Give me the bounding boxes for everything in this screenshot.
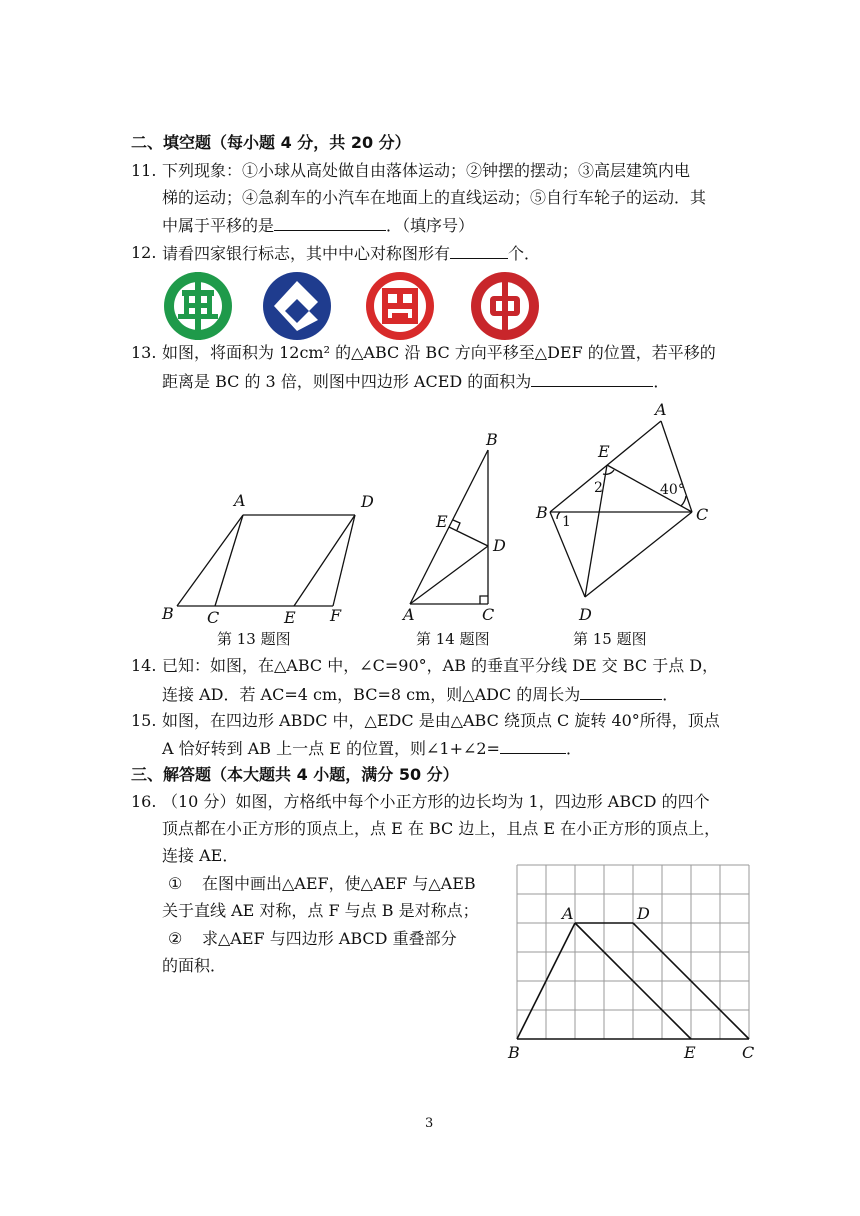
fig13-label-D: D bbox=[361, 492, 374, 511]
q13-line2-tail: ． bbox=[653, 372, 670, 391]
q15-line1: 如图，在四边形 ABDC 中，△EDC 是由△ABC 绕顶点 C 旋转 40°所得，顶点 bbox=[162, 711, 720, 730]
q12-number: 12. bbox=[131, 243, 157, 262]
q16-part1-mark: ① bbox=[168, 874, 183, 893]
fig15-angle-40-label: 40° bbox=[660, 482, 685, 498]
fig15-angle-2-label: 2 bbox=[594, 480, 603, 496]
q14-line2-tail: ． bbox=[662, 685, 679, 704]
q16-line1: （10 分）如图，方格纸中每个小正方形的边长均为 1，四边形 ABCD 的四个 bbox=[162, 792, 710, 811]
q16-number: 16. bbox=[131, 792, 157, 811]
fig13-line-ED bbox=[294, 515, 355, 606]
fig16-label-E: E bbox=[684, 1043, 696, 1062]
fig13-line-CA bbox=[215, 515, 243, 606]
q16-part1-line2: 关于直线 AE 对称，点 F 与点 B 是对称点； bbox=[162, 901, 479, 920]
q11-number: 11. bbox=[131, 161, 157, 180]
fig14-right-angle-C bbox=[480, 596, 488, 604]
fig16-label-A: A bbox=[562, 904, 574, 923]
fig15-label-D: D bbox=[579, 605, 592, 624]
q16-line2: 顶点都在小正方形的顶点上，点 E 在 BC 边上，且点 E 在小正方形的顶点上， bbox=[162, 819, 721, 838]
fig15-label-E: E bbox=[598, 442, 610, 461]
fig13-label-A: A bbox=[234, 491, 246, 510]
q13-line1: 如图，将面积为 12cm² 的△ABC 沿 BC 方向平移至△DEF 的位置，若平移的 bbox=[162, 343, 716, 362]
fig14-right-angle-E bbox=[453, 520, 460, 530]
fig14-label-C: C bbox=[482, 605, 495, 624]
q12-text-a: 请看四家银行标志，其中中心对称图形有 bbox=[162, 244, 451, 263]
q16-part2-line1: 求△AEF 与四边形 ABCD 重叠部分 bbox=[202, 929, 457, 948]
q11-line3-text: 中属于平移的是 bbox=[162, 216, 275, 235]
fig13-label-F: F bbox=[330, 606, 342, 625]
q15-line2-tail: ． bbox=[565, 739, 582, 758]
fig13-line-BA bbox=[177, 515, 243, 606]
fig13-caption: 第 13 题图 bbox=[217, 630, 291, 648]
fig15-label-C: C bbox=[696, 505, 709, 524]
q15-line2-text: A 恰好转到 AB 上一点 E 的位置，则∠1+∠2= bbox=[162, 739, 500, 758]
q12-text-b: 个． bbox=[508, 244, 541, 263]
page-number: 3 bbox=[425, 1116, 434, 1131]
fig15-label-B: B bbox=[536, 503, 548, 522]
q14-line1: 已知：如图，在△ABC 中，∠C=90°，AB 的垂直平分线 DE 交 BC 于点 D， bbox=[162, 656, 719, 675]
figure-14 bbox=[410, 450, 488, 604]
q11-line3-tail: ．（填序号） bbox=[386, 216, 475, 235]
q15-answer-blank[interactable] bbox=[500, 737, 566, 754]
q13-line2-text: 距离是 BC 的 3 倍，则图中四边形 ACED 的面积为 bbox=[162, 372, 532, 391]
fig15-caption: 第 15 题图 bbox=[573, 630, 647, 648]
fig15-angle-1-arc bbox=[557, 512, 560, 519]
fig14-label-D: D bbox=[493, 536, 506, 555]
fig15-angle-2-arc bbox=[603, 470, 614, 474]
q14-line2 bbox=[162, 683, 678, 706]
fig14-label-B: B bbox=[486, 430, 498, 449]
fig15-line-CD bbox=[585, 512, 692, 597]
q15-number: 15. bbox=[131, 711, 157, 730]
fig14-line-AD bbox=[410, 546, 488, 604]
q13-number: 13. bbox=[131, 343, 157, 362]
q15-line2 bbox=[162, 737, 582, 760]
q14-answer-blank[interactable] bbox=[580, 683, 662, 700]
fig15-line-AC bbox=[661, 421, 692, 512]
construction-bank-logo bbox=[263, 272, 331, 340]
fig14-line-ED bbox=[449, 527, 488, 546]
fig14-label-E: E bbox=[436, 512, 448, 531]
q16-part2-mark: ② bbox=[168, 929, 183, 948]
figure-13 bbox=[177, 515, 355, 606]
fig13-label-E: E bbox=[284, 608, 296, 627]
figure-15 bbox=[550, 421, 692, 597]
icbc-logo bbox=[366, 272, 434, 340]
bank-of-china-logo bbox=[471, 272, 539, 340]
fig16-label-D: D bbox=[637, 904, 650, 923]
agricultural-bank-logo bbox=[164, 272, 232, 340]
fig13-line-FD bbox=[333, 515, 355, 606]
fig15-angle-1-label: 1 bbox=[562, 514, 571, 530]
q16-part2-line2: 的面积． bbox=[162, 956, 227, 975]
fig15-line-BA bbox=[550, 421, 661, 512]
fig13-label-C: C bbox=[207, 608, 220, 627]
q11-line2: 梯的运动；④急刹车的小汽车在地面上的直线运动；⑤自行车轮子的运动．其 bbox=[162, 188, 707, 207]
q14-number: 14. bbox=[131, 656, 157, 675]
fig16-label-B: B bbox=[508, 1043, 520, 1062]
q16-part1-line1: 在图中画出△AEF，使△AEF 与△AEB bbox=[202, 874, 476, 893]
figure-16-grid bbox=[517, 865, 749, 1039]
section-heading-answer: 三、解答题（本大题共 4 小题，满分 50 分） bbox=[131, 765, 459, 784]
q11-line1: 下列现象：①小球从高处做自由落体运动；②钟摆的摆动；③高层建筑内电 bbox=[162, 161, 691, 180]
section-heading-fill-in: 二、填空题（每小题 4 分，共 20 分） bbox=[131, 133, 411, 152]
fig15-label-A: A bbox=[655, 400, 667, 419]
q16-line3: 连接 AE． bbox=[162, 846, 239, 865]
fig16-label-C: C bbox=[742, 1043, 755, 1062]
fig14-caption: 第 14 题图 bbox=[416, 630, 490, 648]
q14-line2-text: 连接 AD．若 AC=4 cm，BC=8 cm，则△ADC 的周长为 bbox=[162, 685, 581, 704]
fig14-label-A: A bbox=[403, 605, 415, 624]
fig13-label-B: B bbox=[162, 604, 174, 623]
